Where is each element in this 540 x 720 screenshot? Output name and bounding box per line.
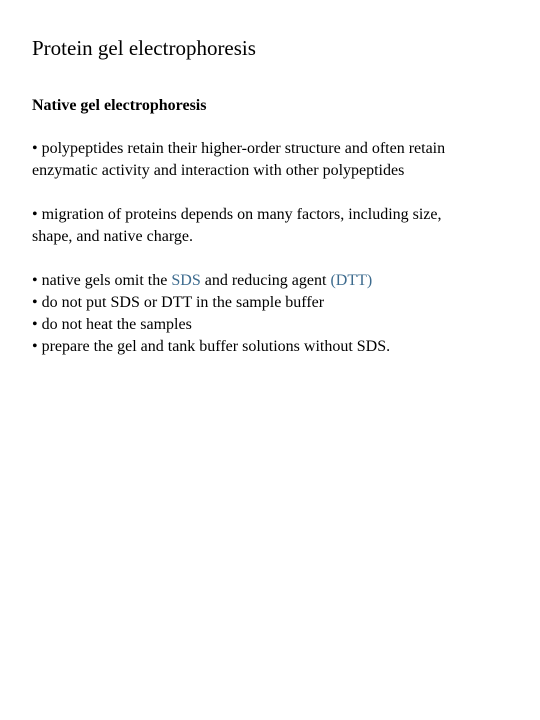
term-dtt: (DTT) — [330, 272, 373, 289]
paragraph-migration-line-2: shape, and native charge. — [32, 228, 193, 245]
paragraph-migration — [32, 204, 522, 248]
paragraph-structure — [32, 138, 522, 182]
bullet-no-heat: • do not heat the samples — [32, 316, 192, 333]
slide-content — [32, 95, 522, 358]
slide-title: Protein gel electrophoresis — [32, 36, 256, 60]
paragraph-migration-line-1: • migration of proteins depends on many factors, including size, — [32, 206, 442, 223]
bullet-omit-sds-dtt — [32, 270, 522, 292]
bullet-omit-prefix: • native gels omit the — [32, 272, 172, 289]
bullet-sample-buffer: • do not put SDS or DTT in the sample buffer — [32, 294, 325, 311]
bullet-list — [32, 270, 522, 358]
bullet-tank-buffer: • prepare the gel and tank buffer solutions without SDS. — [32, 338, 391, 355]
section-subheading: Native gel electrophoresis — [32, 97, 207, 114]
paragraph-structure-line-2: enzymatic activity and interaction with other polypeptides — [32, 162, 405, 179]
paragraph-structure-line-1: • polypeptides retain their higher-order structure and often retain — [32, 140, 446, 157]
term-sds: SDS — [171, 272, 201, 289]
bullet-omit-middle: and reducing agent — [200, 272, 331, 289]
